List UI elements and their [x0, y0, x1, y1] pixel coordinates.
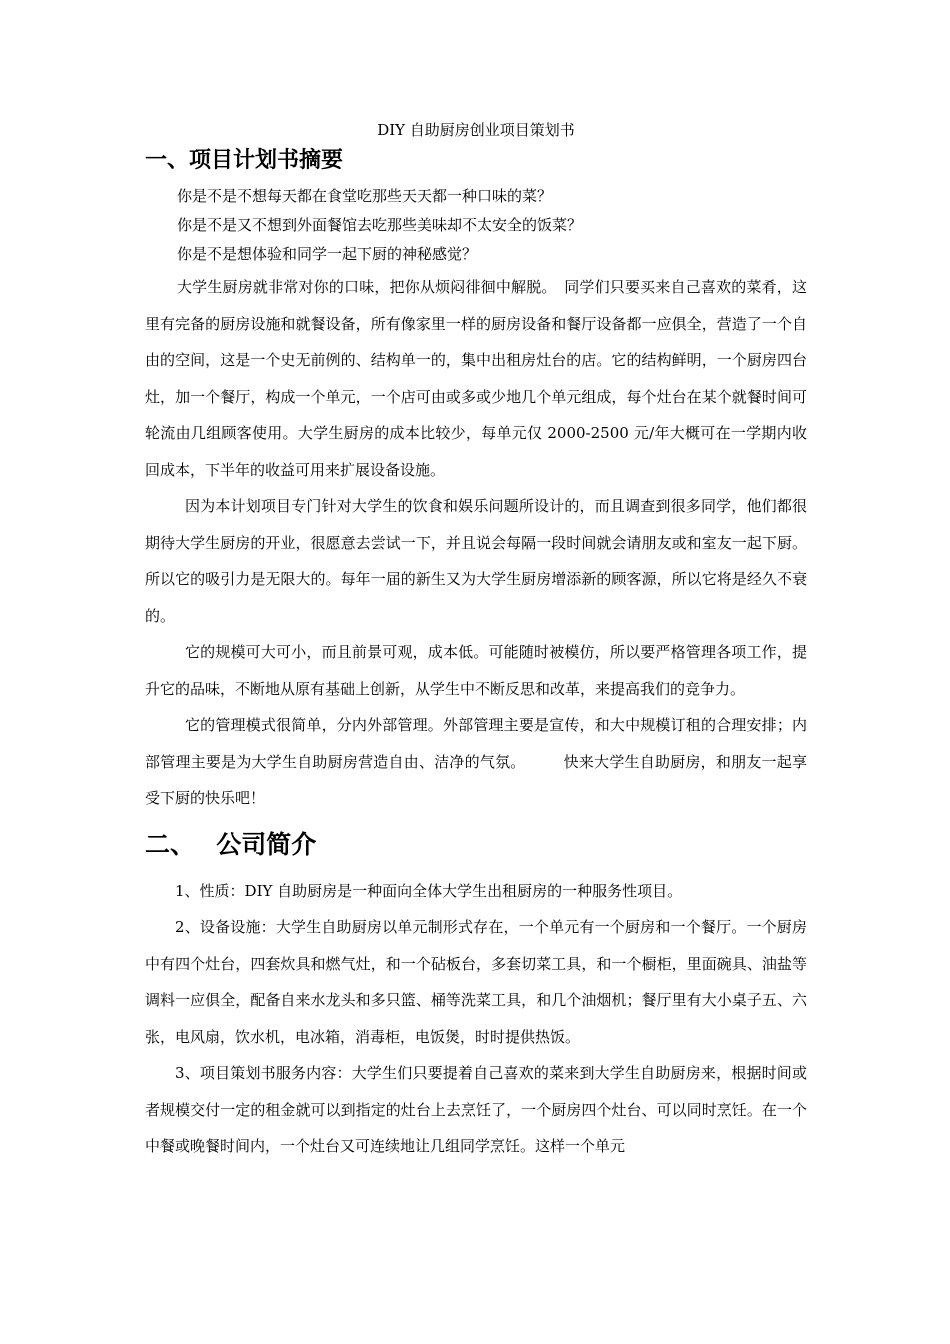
- section-heading-summary: 一、项目计划书摘要: [145, 148, 344, 173]
- question-line: 你是不是又不想到外面餐馆去吃那些美味却不太安全的饭菜？: [177, 216, 583, 234]
- company-paragraph: 1、性质：DIY 自助厨房是一种面向全体大学生出租厨房的一种服务性项目。: [175, 881, 683, 900]
- question-line: 你是不是不想每天都在食堂吃那些天天都一种口味的菜？: [177, 187, 553, 205]
- document-page: [145, 118, 807, 1165]
- summary-paragraph: 它的规模可大可小，而且前景可观，成本低。可能随时被模仿，所以要严格管理各项工作，提升它的品味，不断地从原有基础上创新，从学生中不断反思和改革，来提高我们的竞争力。: [145, 643, 807, 698]
- document-title: DIY 自助厨房创业项目策划书: [377, 121, 575, 139]
- section-heading-company: 二、 公司简介: [145, 829, 317, 859]
- summary-paragraph: 因为本计划项目专门针对大学生的饮食和娱乐问题所设计的，而且调查到很多同学，他们都很期待大学生厨房的开业，很愿意去尝试一下，并且说会每隔一段时间就会请朋友或和室友一起下厨。所以它的吸引力是无限大的。每年一届的新生又为大学生厨房增添新的顾客源，所以它将是经久不衰的。: [145, 497, 807, 625]
- company-paragraph: 2、设备设施：大学生自助厨房以单元制形式存在，一个单元有一个厨房和一个餐厅。一个厨房中有四个灶台，四套炊具和燃气灶，和一个砧板台，多套切菜工具，和一个橱柜，里面碗具、油盐等调料一应俱全，配备自来水龙头和多只篮、桶等洗菜工具，和几个油烟机；餐厅里有大小桌子五、六张，电风扇，饮水机，电冰箱，消毒柜，电饭煲，时时提供热饭。: [145, 918, 807, 1046]
- summary-paragraph: 它的管理模式很简单，分内外部管理。外部管理主要是宣传，和大中规模订租的合理安排；内部管理主要是为大学生自助厨房营造自由、洁净的气氛。 快来大学生自助厨房，和朋友一起享受下厨的快乐吧！: [145, 716, 807, 807]
- question-line: 你是不是想体验和同学一起下厨的神秘感觉？: [177, 245, 478, 263]
- company-paragraph: 3、项目策划书服务内容：大学生们只要提着自己喜欢的菜来到大学生自助厨房来，根据时间或者规模交付一定的租金就可以到指定的灶台上去烹饪了，一个厨房四个灶台、可以同时烹饪。在一个中餐或晚餐时间内，一个灶台又可连续地让几组同学烹饪。这样一个单元: [145, 1064, 807, 1155]
- summary-paragraph: 大学生厨房就非常对你的口味，把你从烦闷徘徊中解脱。 同学们只要买来自己喜欢的菜肴，这里有完备的厨房设施和就餐设备，所有像家里一样的厨房设备和餐厅设备都一应俱全，营造了一个自由的空间，这是一个史无前例的、结构单一的，集中出租房灶台的店。它的结构鲜明，一个厨房四台灶，加一个餐厅，构成一个单元，一个店可由或多或少地几个单元组成，每个灶台在某个就餐时间可轮流由几组顾客使用。大学生厨房的成本比较少，每单元仅 2000-2500 元/年大概可在一学期内收回成本，下半年的收益可用来扩展设备设施。: [145, 278, 807, 479]
